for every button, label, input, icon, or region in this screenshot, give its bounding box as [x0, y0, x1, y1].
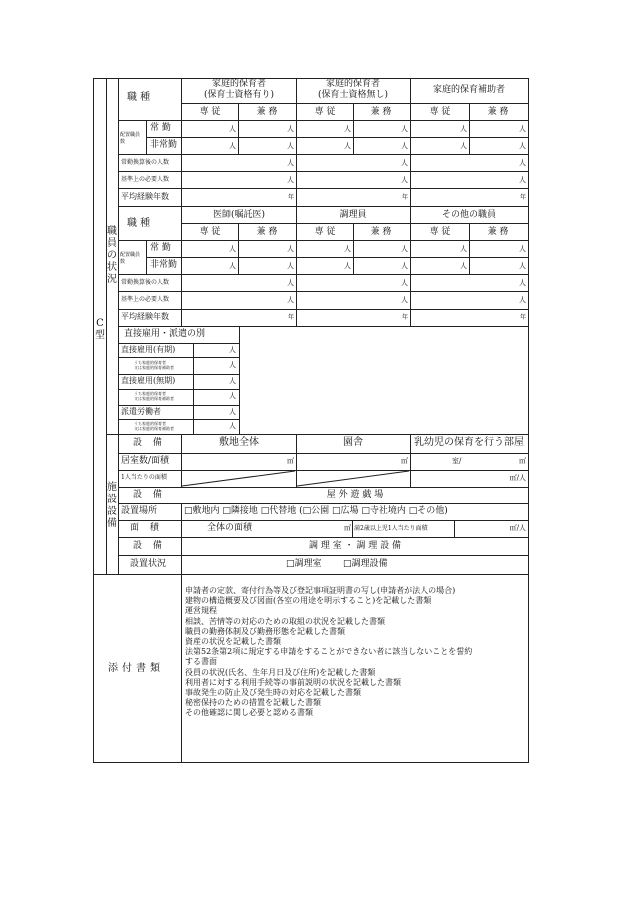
unit-1-kansan-1: 人 — [287, 159, 294, 167]
direct-fixed-sub-1: うち家庭的保育者 — [134, 360, 166, 365]
unit-2-hijokin-2: 人 — [287, 262, 294, 270]
unit-2-kijun-2: 人 — [401, 296, 408, 304]
direct-open-sub-1: うち家庭的保育者 — [134, 391, 166, 396]
unit-2-hijokin-6: 人 — [519, 262, 526, 270]
kijun-label-1: 基準上の必要人数 — [121, 176, 170, 183]
unit-1-hijokin-6: 人 — [519, 142, 526, 150]
dispatch-label: 派遣労働者 — [121, 407, 161, 416]
unit-2-jokin-2: 人 — [287, 245, 294, 253]
attachment-item: する書面 — [185, 657, 217, 667]
playground-title: 屋 外 遊 戯 場 — [326, 490, 384, 500]
area-total-label: 全体の面積 — [207, 523, 253, 533]
sen-label-1a: 専 従 — [199, 107, 221, 117]
unit-2-heikin-1: 年 — [287, 314, 294, 321]
building-sqm: ㎡ — [401, 457, 408, 465]
area-label: 面 積 — [130, 523, 163, 533]
jokin-label-1: 常 勤 — [150, 123, 171, 133]
unit-1-hijokin-5: 人 — [460, 142, 467, 150]
sen-label-2a: 専 従 — [199, 227, 221, 237]
unit-2-jokin-6: 人 — [519, 245, 526, 253]
unit-1-jokin-4: 人 — [401, 125, 408, 133]
hijokin-label-1: 非常勤 — [150, 140, 178, 150]
col-room: 乳幼児の保育を行う部屋 — [414, 437, 524, 448]
sen-label-1c: 専 従 — [429, 107, 451, 117]
attachment-item: 運営規程 — [185, 606, 217, 616]
site-sqm: ㎡ — [287, 457, 294, 465]
attachment-item: 役員の状況(氏名、生年月日及び住所)を記載した書類 — [185, 667, 376, 677]
col-site: 敷地全体 — [219, 437, 259, 448]
attachment-item: 事故発生の防止及び発生時の対応を記載した書類 — [185, 688, 361, 698]
staff-section-label: 職員の状況 — [107, 226, 117, 285]
unit-1-hijokin-3: 人 — [344, 142, 351, 150]
block1-col1-title: 家庭的保育者 — [211, 79, 267, 89]
unit-1-jokin-3: 人 — [344, 125, 351, 133]
direct-open-sub-unit: 人 — [229, 392, 236, 400]
unit-2-kijun-1: 人 — [287, 296, 294, 304]
area-per2-unit: ㎡/人 — [509, 524, 526, 532]
kansan-label-1: 常勤換算後の人数 — [121, 159, 170, 166]
block2-col1-title: 医師(嘱託医) — [212, 210, 266, 220]
jokin-label-2: 常 勤 — [150, 243, 171, 253]
attachment-item: 秘密保持のための措置を記載した書類 — [185, 698, 321, 708]
dispatch-sub-unit: 人 — [229, 422, 236, 430]
kansan-label-2: 常勤換算後の人数 — [121, 279, 170, 286]
ken-label-2a: 兼 務 — [256, 227, 278, 237]
per-person-unit: ㎡/人 — [509, 474, 526, 482]
unit-2-jokin-1: 人 — [229, 245, 236, 253]
sen-label-2c: 専 従 — [429, 227, 451, 237]
unit-1-jokin-1: 人 — [229, 125, 236, 133]
block2-col2-title: 調理員 — [339, 210, 367, 220]
block1-col1-subtitle: (保育士資格有り) — [203, 90, 275, 100]
haichi-label-2: 配置職員数 — [120, 252, 141, 265]
attachment-item: 資産の状況を記載した書類 — [185, 637, 281, 647]
per-person-diagonal-building — [297, 471, 409, 486]
hijokin-label-2: 非常勤 — [150, 260, 178, 270]
unit-1-jokin-5: 人 — [460, 125, 467, 133]
attachment-item: 相談、苦情等の対応のための取組の状況を記載した書類 — [185, 616, 385, 626]
dispatch-sub-1: うち家庭的保育者 — [134, 421, 166, 426]
block1-col3-title: 家庭的保育補助者 — [432, 85, 506, 95]
direct-fixed-sub-unit: 人 — [229, 361, 236, 369]
unit-1-hijokin-4: 人 — [401, 142, 408, 150]
kitchen-title: 調 理 室 ・ 調 理 設 備 — [308, 541, 402, 551]
unit-2-heikin-3: 年 — [519, 314, 526, 321]
setsubi-label-2: 設 備 — [133, 490, 166, 500]
unit-2-hijokin-1: 人 — [229, 262, 236, 270]
kitchen-opt-equipment[interactable]: □調理設備 — [343, 559, 388, 569]
per-person-label: 1人当たりの面積 — [121, 474, 167, 481]
dispatch-sub-2: 又は家庭的保育補助者 — [134, 426, 174, 431]
kitchen-opt-room[interactable]: □調理室 — [286, 559, 322, 569]
area-total-sqm: ㎡ — [344, 524, 351, 532]
status-label: 設置状況 — [130, 559, 167, 569]
shokushu-label-2: 職 種 — [127, 218, 151, 229]
direct-fixed-sub-2: 又は家庭的保育補助者 — [134, 365, 174, 370]
unit-1-kansan-2: 人 — [401, 159, 408, 167]
area-per2-label: 満2歳以上児1人当たり面積 — [354, 525, 428, 532]
block1-col2-subtitle: (保育士資格無し) — [317, 90, 389, 100]
unit-2-kansan-3: 人 — [519, 279, 526, 287]
unit-2-hijokin-4: 人 — [401, 262, 408, 270]
sen-label-1b: 専 従 — [314, 107, 336, 117]
unit-1-kijun-3: 人 — [519, 176, 526, 184]
unit-2-hijokin-3: 人 — [344, 262, 351, 270]
attachment-item: 申請者の定款、寄付行為等及び登記事項証明書の写し(申請者が法人の場合) — [185, 586, 456, 595]
attachment-item: 法第52条第2項に規定する申請をすることができない者に該当しないことを誓約 — [185, 647, 473, 657]
direct-open-label: 直接雇用(無期) — [121, 376, 176, 385]
unit-2-kansan-1: 人 — [287, 279, 294, 287]
dispatch-unit: 人 — [229, 408, 236, 416]
location-label: 設置場所 — [121, 506, 158, 516]
sen-label-2b: 専 従 — [314, 227, 336, 237]
unit-2-heikin-2: 年 — [401, 314, 408, 321]
unit-1-kansan-3: 人 — [519, 159, 526, 167]
employment-title: 直接雇用・派遣の別 — [124, 329, 206, 339]
ken-label-2b: 兼 務 — [370, 227, 392, 237]
room-unit: 室/ — [452, 457, 462, 465]
col-building: 園舎 — [343, 437, 363, 448]
attachments-section-label: 添付書類 — [108, 663, 164, 674]
direct-open-unit: 人 — [229, 377, 236, 385]
attachment-item: 職員の勤務体制及び勤務形態を記載した書類 — [185, 626, 345, 636]
setsubi-label-3: 設 備 — [133, 541, 166, 551]
kyoshitsu-label: 居室数/面積 — [121, 456, 170, 466]
unit-2-kijun-3: 人 — [519, 296, 526, 304]
per-person-diagonal-site — [182, 471, 295, 486]
ken-label-1a: 兼 務 — [256, 107, 278, 117]
attachment-item: 建物の構造概要及び図面(各室の用途を明示すること)を記載した書類 — [185, 596, 432, 606]
direct-fixed-label: 直接雇用(有期) — [121, 345, 176, 354]
unit-1-kijun-1: 人 — [287, 176, 294, 184]
attachment-item: 利用者に対する利用手続等の事前説明の状況を記載した書類 — [185, 677, 401, 687]
unit-2-jokin-4: 人 — [401, 245, 408, 253]
heikin-label-2: 平均経験年数 — [121, 312, 169, 321]
room-sqm: ㎡ — [519, 457, 526, 465]
unit-1-jokin-6: 人 — [519, 125, 526, 133]
direct-fixed-unit: 人 — [229, 346, 236, 354]
unit-1-kijun-2: 人 — [401, 176, 408, 184]
facility-section-label: 施設設備 — [107, 482, 117, 529]
block1-col2-title: 家庭的保育者 — [325, 79, 381, 89]
ken-label-1b: 兼 務 — [370, 107, 392, 117]
kijun-label-2: 基準上の必要人数 — [121, 296, 170, 303]
haichi-label-1: 配置職員数 — [120, 132, 141, 145]
unit-2-hijokin-5: 人 — [460, 262, 467, 270]
attachments-list — [185, 586, 525, 719]
ken-label-2c: 兼 務 — [487, 227, 509, 237]
unit-1-heikin-1: 年 — [287, 194, 294, 201]
block2-col3-title: その他の職員 — [441, 210, 497, 220]
unit-1-hijokin-2: 人 — [287, 142, 294, 150]
ctype-label: C型 — [95, 318, 105, 341]
unit-1-jokin-2: 人 — [287, 125, 294, 133]
unit-2-jokin-5: 人 — [460, 245, 467, 253]
unit-1-hijokin-1: 人 — [229, 142, 236, 150]
direct-open-sub-2: 又は家庭的保育補助者 — [134, 396, 174, 401]
shokushu-label-1: 職 種 — [127, 92, 151, 103]
setsubi-label-1: 設 備 — [133, 438, 166, 448]
heikin-label-1: 平均経験年数 — [121, 192, 169, 201]
location-options[interactable]: □敷地内 □隣接地 □代替地 (□公園 □広場 □寺社境内 □その他) — [184, 506, 448, 516]
unit-1-heikin-2: 年 — [401, 194, 408, 201]
ken-label-1c: 兼 務 — [487, 107, 509, 117]
unit-2-jokin-3: 人 — [344, 245, 351, 253]
attachment-item: その他確認に関し必要と認める書類 — [185, 708, 313, 718]
unit-1-heikin-3: 年 — [519, 194, 526, 201]
unit-2-kansan-2: 人 — [401, 279, 408, 287]
